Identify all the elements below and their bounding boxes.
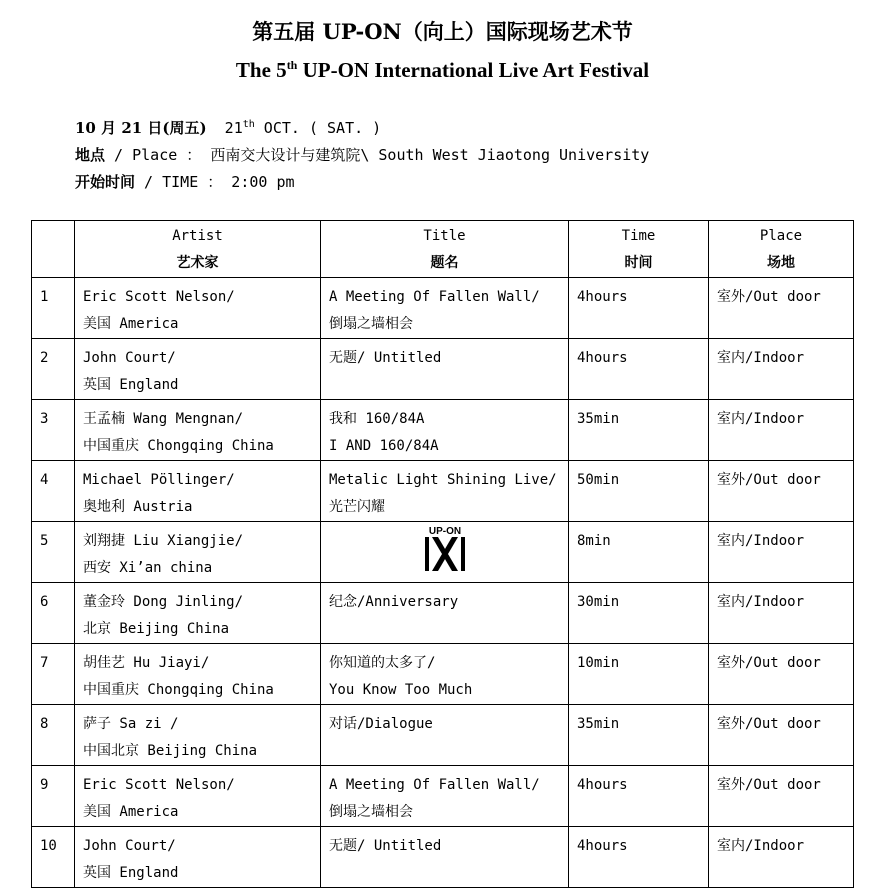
place-cell: 室内/Indoor [709, 522, 854, 583]
header-num [32, 221, 75, 278]
artist-country: 中国北京 Beijing China [83, 743, 258, 759]
artist-name: 刘翔捷 Liu Xiangjie/ [83, 533, 244, 549]
table-row [32, 827, 854, 888]
place-line [75, 144, 649, 165]
place-cell: 室内/Indoor [709, 583, 854, 644]
artist-cell [75, 339, 321, 400]
time-cell: 30min [569, 583, 709, 644]
artist-country: 英国 England [83, 865, 179, 881]
header-time-zh: 时间 [624, 255, 653, 271]
row-number: 6 [32, 583, 75, 644]
artist-cell [75, 644, 321, 705]
header-time [569, 221, 709, 278]
artist-name: 董金玲 Dong Jinling/ [83, 594, 244, 610]
title-line-1: 对话/Dialogue [329, 716, 433, 732]
title-line-1: 纪念/Anniversary [329, 594, 459, 610]
title-line-2: I AND 160/84A [329, 438, 439, 454]
time-cell: 50min [569, 461, 709, 522]
title-line-1: A Meeting Of Fallen Wall/ [329, 289, 540, 305]
time-label: 开始时间 [75, 173, 136, 191]
place-cell: 室内/Indoor [709, 400, 854, 461]
title-en-sup: th [286, 58, 298, 72]
title-line-2: You Know Too Much [329, 682, 473, 698]
artist-name: 胡佳艺 Hu Jiayi/ [83, 655, 210, 671]
row-number: 3 [32, 400, 75, 461]
artist-country: 北京 Beijing China [83, 621, 230, 637]
header-place-zh: 场地 [767, 255, 795, 271]
logo-text: UP-ON [428, 526, 461, 537]
table-row [32, 644, 854, 705]
place-cell: 室外/Out door [709, 278, 854, 339]
artist-country: 美国 America [83, 316, 179, 332]
place-value: 西南交大设计与建筑院\ South West Jiaotong University [210, 146, 650, 164]
table-row [32, 400, 854, 461]
place-cell: 室外/Out door [709, 461, 854, 522]
upon-logo [329, 525, 560, 573]
artist-cell [75, 827, 321, 888]
artist-cell [75, 522, 321, 583]
time-cell: 35min [569, 400, 709, 461]
title-cell [321, 644, 569, 705]
time-line [75, 171, 295, 192]
title-cell [321, 583, 569, 644]
artist-name: Eric Scott Nelson/ [83, 289, 235, 305]
title-line-2: 倒塌之墙相会 [329, 316, 413, 332]
row-number: 2 [32, 339, 75, 400]
place-label: 地点 [75, 146, 106, 164]
time-cell: 4hours [569, 339, 709, 400]
title-cell [321, 827, 569, 888]
artist-country: 英国 England [83, 377, 179, 393]
header-time-en: Time [621, 228, 656, 244]
artist-country: 中国重庆 Chongqing China [83, 438, 274, 454]
title-line-1: 无题/ Untitled [329, 838, 442, 854]
date-zh: 10 月 21 日(周五) [75, 119, 207, 137]
title-cell [321, 278, 569, 339]
date-en-day: 21 [224, 119, 243, 137]
title-line-1: A Meeting Of Fallen Wall/ [329, 777, 540, 793]
time-cell: 4hours [569, 827, 709, 888]
time-cell: 35min [569, 705, 709, 766]
table-row [32, 705, 854, 766]
time-value: 2:00 pm [231, 173, 295, 191]
artist-cell [75, 461, 321, 522]
time-cell: 8min [569, 522, 709, 583]
table-row [32, 766, 854, 827]
artist-name: Michael Pöllinger/ [83, 472, 235, 488]
row-number: 8 [32, 705, 75, 766]
title-cell [321, 522, 569, 583]
title-line-1: 你知道的太多了/ [329, 655, 436, 671]
artist-country: 西安 Xi’an china [83, 560, 213, 576]
time-sep: / TIME ： [135, 173, 232, 191]
header-artist [75, 221, 321, 278]
header-title-en: Title [423, 228, 466, 244]
artist-name: John Court/ [83, 350, 176, 366]
table-row [32, 583, 854, 644]
page-title-zh: 第五届 UP-ON（向上）国际现场艺术节 [252, 19, 633, 44]
title-line-1: Metalic Light Shining Live/ [329, 472, 557, 488]
time-cell: 4hours [569, 766, 709, 827]
place-cell: 室外/Out door [709, 766, 854, 827]
artist-cell [75, 278, 321, 339]
row-number: 9 [32, 766, 75, 827]
artist-name: Eric Scott Nelson/ [83, 777, 235, 793]
row-number: 1 [32, 278, 75, 339]
table-row [32, 278, 854, 339]
header-title [321, 221, 569, 278]
title-cell [321, 766, 569, 827]
artist-name: 萨子 Sa zi / [83, 716, 179, 732]
table-row [32, 522, 854, 583]
time-cell: 4hours [569, 278, 709, 339]
row-number: 7 [32, 644, 75, 705]
header-title-zh: 题名 [430, 255, 459, 271]
header-place-en: Place [759, 228, 803, 244]
artist-country: 美国 America [83, 804, 179, 820]
title-line-2: 光芒闪耀 [329, 499, 385, 515]
row-number: 5 [32, 522, 75, 583]
header-artist-zh: 艺术家 [176, 255, 219, 271]
date-en-sup: th [242, 119, 255, 130]
place-sep: / Place ： [105, 146, 211, 164]
table-header-row [32, 221, 854, 278]
artist-name: 王孟楠 Wang Mengnan/ [83, 411, 244, 427]
title-cell [321, 705, 569, 766]
title-cell [321, 339, 569, 400]
artist-country: 奥地利 Austria [83, 499, 193, 515]
title-en-suffix: UP-ON International Live Art Festival [297, 58, 650, 82]
title-en-prefix: The 5 [235, 58, 287, 82]
table-row [32, 339, 854, 400]
artist-country: 中国重庆 Chongqing China [83, 682, 274, 698]
artist-cell [75, 766, 321, 827]
artist-cell [75, 705, 321, 766]
date-en-rest: OCT. ( SAT. ) [254, 119, 382, 137]
title-line-1: 我和 160/84A [329, 411, 425, 427]
row-number: 10 [32, 827, 75, 888]
title-line-1: 无题/ Untitled [329, 350, 442, 366]
place-cell: 室内/Indoor [709, 827, 854, 888]
table-row [32, 461, 854, 522]
page-title-en [0, 58, 885, 83]
place-cell: 室外/Out door [709, 644, 854, 705]
header-artist-en: Artist [172, 228, 223, 244]
time-cell: 10min [569, 644, 709, 705]
date-line [75, 117, 381, 138]
title-line-2: 倒塌之墙相会 [329, 804, 413, 820]
header-place [709, 221, 854, 278]
artist-name: John Court/ [83, 838, 176, 854]
title-cell [321, 400, 569, 461]
artist-cell [75, 583, 321, 644]
row-number: 4 [32, 461, 75, 522]
schedule-table [31, 220, 854, 888]
artist-cell [75, 400, 321, 461]
place-cell: 室外/Out door [709, 705, 854, 766]
title-cell [321, 461, 569, 522]
place-cell: 室内/Indoor [709, 339, 854, 400]
